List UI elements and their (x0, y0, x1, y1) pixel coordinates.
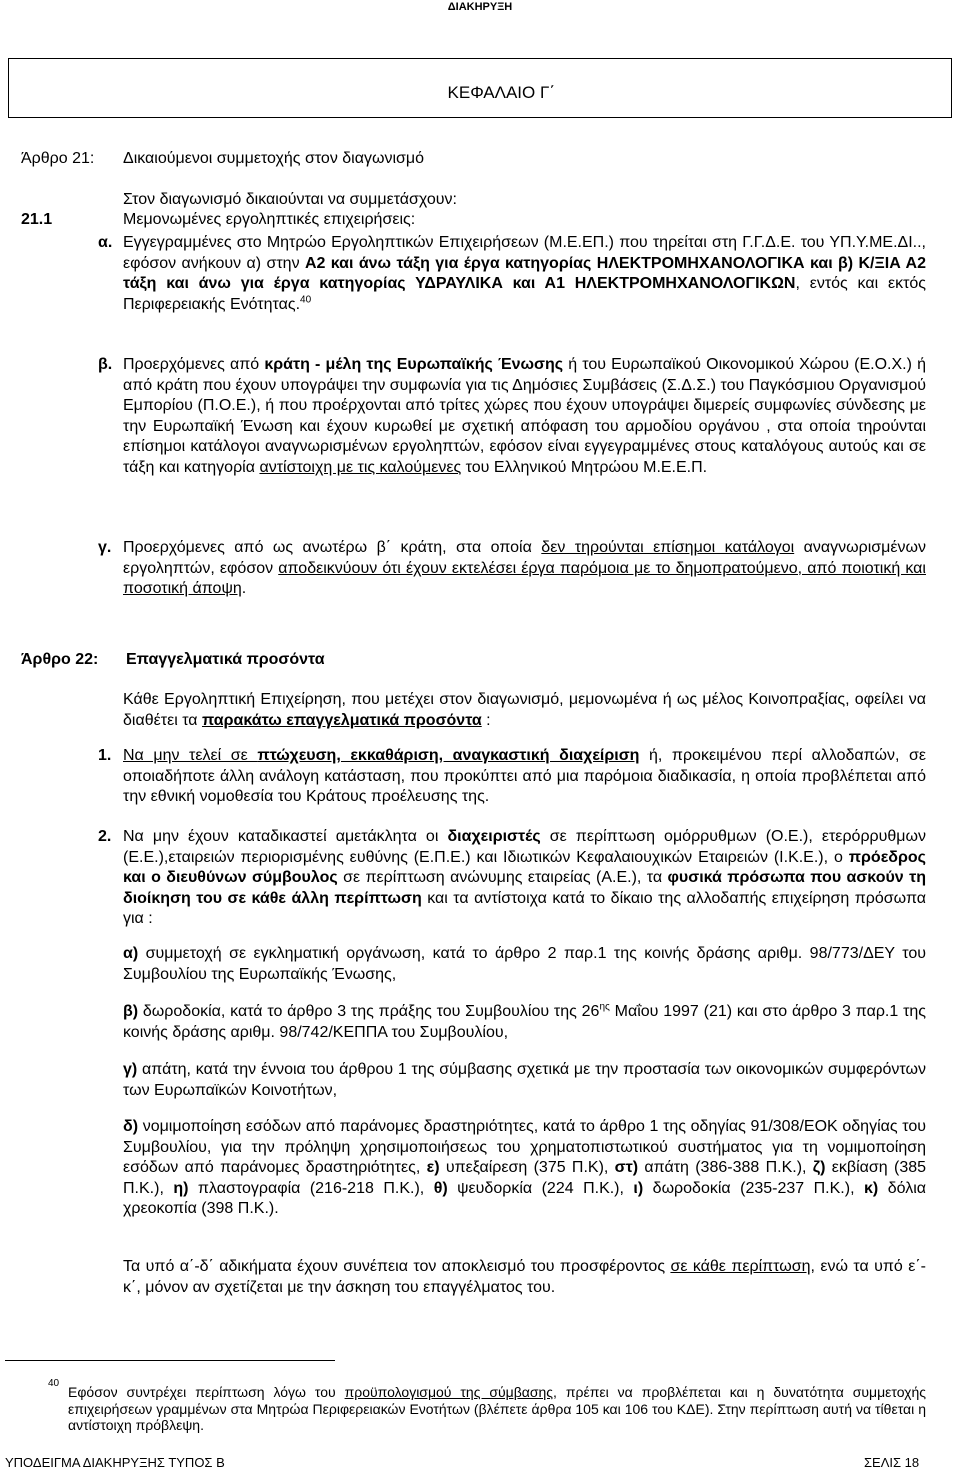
footer-right: ΣΕΛΙΣ 18 (864, 1455, 920, 1470)
item-marker-c: γ. (98, 539, 112, 556)
article-21-label: Άρθρο 21: (21, 150, 95, 167)
item-c-text: Προερχόμενες από ως ανωτέρω β΄ κράτη, στα οποία δεν τηρούνται επίσημοι κατάλογοι αναγνωρισμένων εργοληπτών, εφόσον αποδεικνύουν ότι έχουν εκτελέσει έργα παρόμοια με το δημοπρατούμενο, από ποιοτική και ποσοτική άποψη. (123, 539, 926, 597)
closing-paragraph: Τα υπό α΄-δ΄ αδικήματα έχουν συνέπεια τον αποκλεισμό του προσφέροντος σε κάθε περίπτωση, ενώ τα υπό ε΄-κ΄, μόνον αν σχετίζεται με την άσκηση του επαγγέλματος του. (123, 1258, 927, 1296)
footnote-number: 40 (48, 1378, 60, 1389)
article-22-intro: Κάθε Εργοληπτική Επιχείρηση, που μετέχει στον διαγωνισμό, μεμονωμένα ή ως μέλος Κοινοπραξίας, οφείλει να διαθέτει τα παρακάτω επαγγελματικά προσόντα : (123, 691, 926, 729)
subitem-a: α) συμμετοχή σε εγκληματική οργάνωση, κατά το άρθρο 2 παρ.1 της κοινής δράσης αριθμ. 98/773/ΔΕΥ του Συμβουλίου της Ευρωπαϊκής Ένωσης, (123, 945, 926, 983)
article-22-label: Άρθρο 22: (21, 651, 99, 668)
subitem-d: δ) νομιμοποίηση εσόδων από παράνομες δραστηριότητες, κατά το άρθρο 1 της οδηγίας 91/308/ΕΟΚ οδηγίας του Συμβουλίου, για την πρόληψη χρησιμοποιήσεως του χρηματοπιστωτικού συστήματος για τη νομιμοποίηση εσόδων από παράνομες δραστηριότητες, ε) υπεξαίρεση (375 Π.Κ), στ) απάτη (386-388 Π.Κ.), ζ) εκβίαση (385 Π.Κ.), η) πλαστογραφία (216-218 Π.Κ.), θ) ψευδορκία (224 Π.Κ.), ι) δωροδοκία (235-237 Π.Κ.), κ) δόλια χρεοκοπία (398 Π.Κ.). (123, 1118, 927, 1217)
footnote-separator (5, 1360, 335, 1361)
section-number: 21.1 (21, 211, 53, 228)
item-marker-1: 1. (98, 747, 112, 764)
item-marker-a: α. (98, 234, 113, 251)
item-b-text: Προερχόμενες από κράτη - μέλη της Ευρωπαϊκής Ένωσης ή του Ευρωπαϊκού Οικονομικού Χώρου (Ε.Ο.Χ.) ή από κράτη που έχουν υπογράψει την συμφωνία για τις Δημόσιες Συμβάσεις (Σ.Δ.Σ.) του Παγκόσμιου Οργανισμού Εμπορίου (Π.Ο.Ε.), ή που προέρχονται από τρίτες χώρες που έχουν υπογράψει διμερείς συμφωνίες σύνδεσης με την Ευρωπαϊκή Ένωση και έχουν κυρωθεί με σχετική απόφαση του αρμοδίου οργάνου , στα οποία τηρούνται επίσημοι κατάλογοι αναγνωρισμένων εργοληπτών, εφόσον είναι εγγεγραμμένες στους καταλόγους αυτούς και σε τάξη και κατηγορία αντίστοιχη με τις καλούμενες του Ελληνικού Μητρώου Μ.Ε.Ε.Π. (123, 356, 927, 476)
footnote-text: Εφόσον συντρέχει περίπτωση λόγω του προϋπολογισμού της σύμβασης, πρέπει να προβλέπεται και η δυνατότητα συμμετοχής επιχειρήσεων γραμμένων στα Μητρώα Περιφερειακών Ενοτήτων (βλέπετε άρθρα 105 και 106 του ΚΔΕ). Στην περίπτωση αυτή να τίθεται η αντίστοιχη πρόβλεψη. (68, 1384, 927, 1433)
chapter-box (8, 58, 952, 118)
footnote-ref: 40 (300, 294, 312, 306)
chapter-title: ΚΕΦΑΛΑΙΟ Γ΄ (447, 83, 555, 102)
item-1-text: Να μην τελεί σε πτώχευση, εκκαθάριση, αναγκαστική διαχείριση ή, προκειμένου περί αλλοδαπών, σε οποιαδήποτε άλλη ανάλογη κατάσταση, που προκύπτει από μια παρόμοια διαδικασία, η οποία προβλέπεται από την εθνική νομοθεσία του Κράτους προέλευσης της. (123, 747, 927, 805)
footer-left: ΥΠΟΔΕΙΓΜΑ ΔΙΑΚΗΡΥΞΗΣ ΤΥΠΟΣ Β (5, 1455, 225, 1470)
article-21-intro: Στον διαγωνισμό δικαιούνται να συμμετάσχουν: (123, 191, 457, 208)
page-header: ΔΙΑΚΗΡΥΞΗ (447, 1, 513, 13)
subitem-b: β) δωροδοκία, κατά το άρθρο 3 της πράξης του Συμβουλίου της $26^{\eta\varsigma}$ Μαΐου 1997 (21) και στο άρθρο 3 παρ.1 της κοινής δράσης αριθμ. 98/742/ΚΕΠΠΑ του Συμβουλίου, (123, 1001, 926, 1041)
item-marker-b: β. (98, 356, 113, 373)
item-2-text: Να μην έχουν καταδικαστεί αμετάκλητα οι διαχειριστές σε περίπτωση ομόρρυθμων (Ο.Ε.), ετερόρρυθμων (Ε.Ε.),εταιρειών περιορισμένης ευθύνης (Ε.Π.Ε.) και Ιδιωτικών Κεφαλαιουχικών Εταιρειών (Ι.Κ.Ε.), ο πρόεδρος και ο διευθύνων σύμβουλος σε περίπτωση ανώνυμης εταιρείας (Α.Ε.), τα φυσικά πρόσωπα που ασκούν τη διοίκηση του σε κάθε άλλη περίπτωση και τα αντίστοιχα κατά το δίκαιο της αλλοδαπής επιχείρηση πρόσωπα για : (123, 828, 927, 927)
article-21-title: Δικαιούμενοι συμμετοχής στον διαγωνισμό (123, 150, 425, 167)
subitem-c: γ) απάτη, κατά την έννοια του άρθρου 1 της σύμβασης σχετικά με την προστασία των οικονομικών συμφερόντων των Ευρωπαϊκών Κοινοτήτων, (123, 1061, 926, 1099)
section-subtitle: Μεμονωμένες εργοληπτικές επιχειρήσεις: (123, 211, 416, 228)
article-22-title: Επαγγελματικά προσόντα (126, 651, 325, 668)
item-marker-2: 2. (98, 828, 112, 845)
item-a-text: Εγγεγραμμένες στο Μητρώο Εργοληπτικών Επιχειρήσεων (Μ.Ε.ΕΠ.) που τηρείται στη Γ.Γ.Δ.Ε. του ΥΠ.Υ.ΜΕ.ΔΙ.., εφόσον ανήκουν α) στην Α2 και άνω τάξη για έργα κατηγορίας ΗΛΕΚΤΡΟΜΗΧΑΝΟΛΟΓΙΚΑ και β) Κ/ΞΙΑ Α2 τάξη και άνω για έργα κατηγορίας ΥΔΡΑΥΛΙΚΑ και Α1 ΗΛΕΚΤΡΟΜΗΧΑΝΟΛΟΓΙΚΩΝ, εντός και εκτός Περιφερειακής Ενότητας.$^{40}$ (123, 234, 927, 313)
